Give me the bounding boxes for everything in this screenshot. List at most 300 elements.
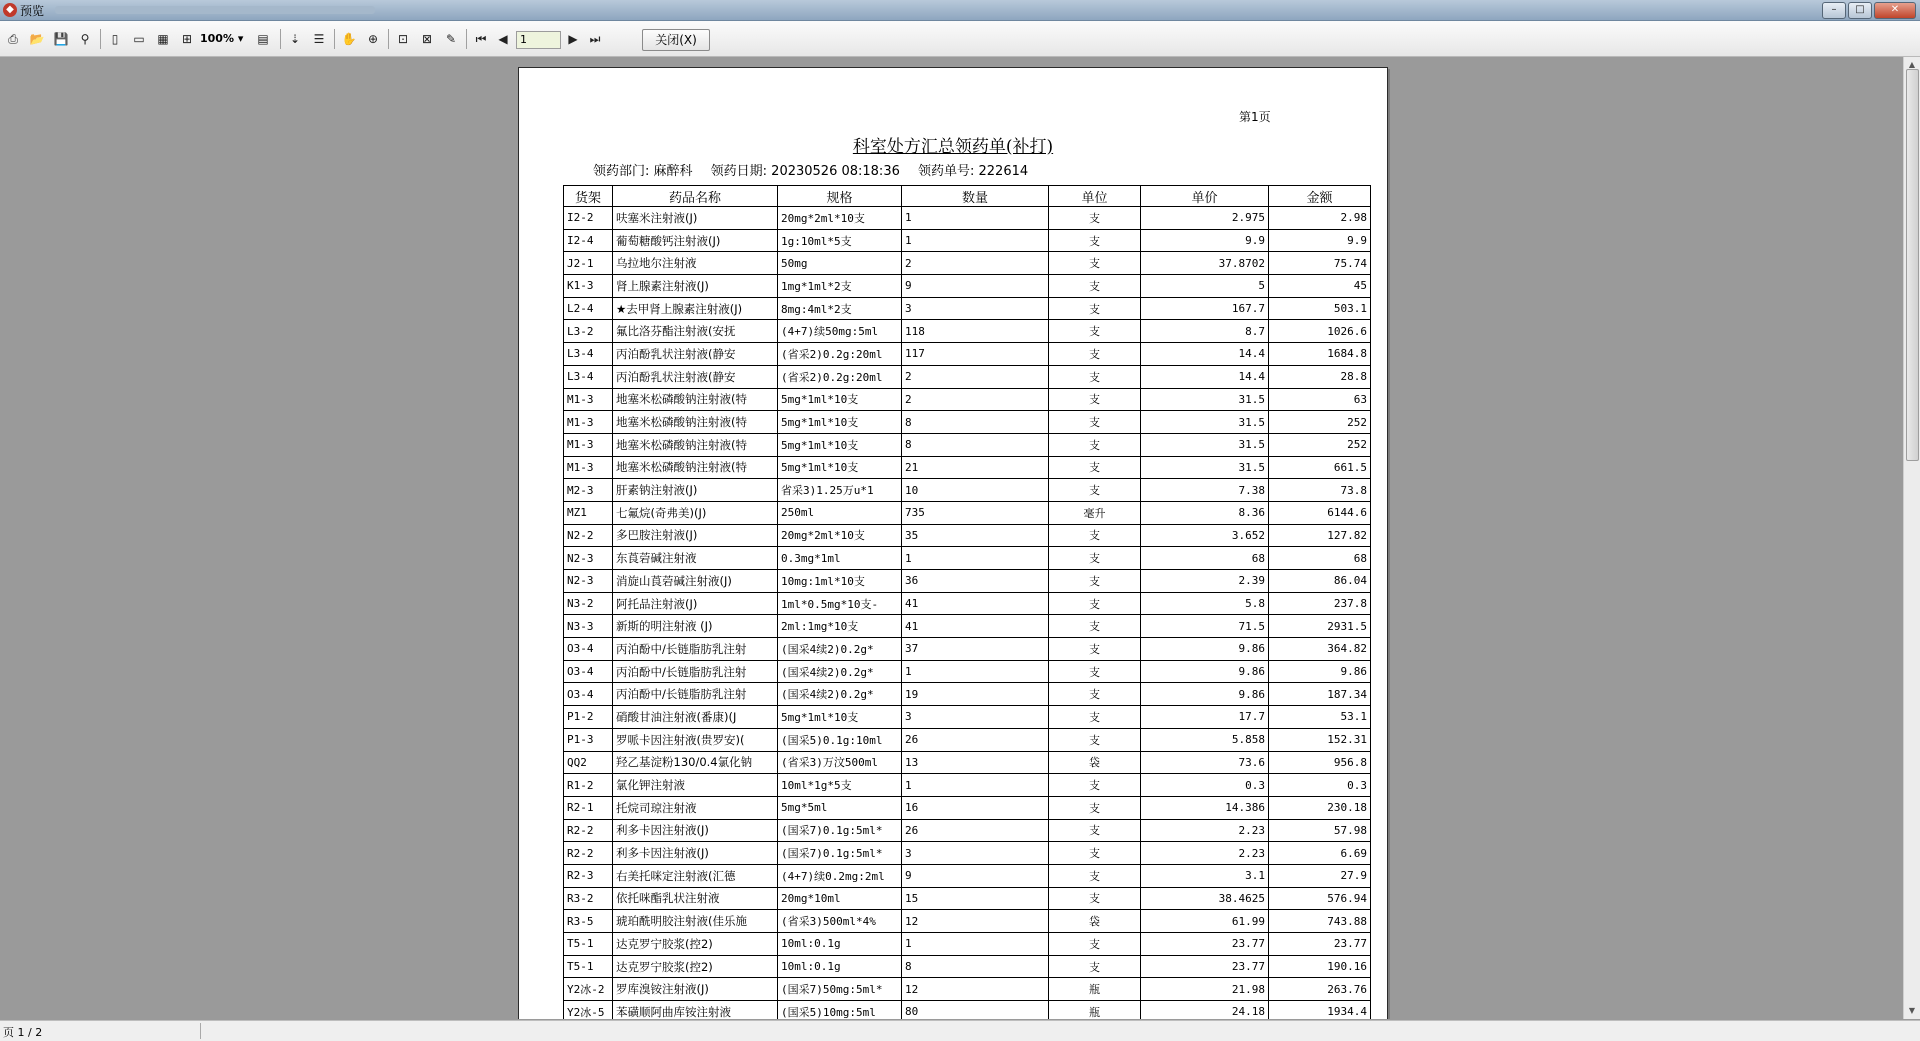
table-row xyxy=(564,842,1371,865)
shelf-cell: Y2冰-2 xyxy=(564,978,613,1001)
unit-price-cell: 14.4 xyxy=(1141,343,1269,366)
drug-name-cell: 肝素钠注射液(J) xyxy=(613,479,778,502)
spec-cell: 5mg*1ml*10支 xyxy=(778,456,902,479)
quantity-cell: 26 xyxy=(902,819,1049,842)
spec-cell: (国采5)0.1g:10ml xyxy=(778,728,902,751)
drug-name-cell: 葡萄糖酸钙注射液(J) xyxy=(613,229,778,252)
spec-cell: 250ml xyxy=(778,501,902,524)
unit-cell: 支 xyxy=(1049,887,1141,910)
amount-cell: 230.18 xyxy=(1269,796,1371,819)
column-header: 数量 xyxy=(902,186,1049,207)
unit-cell: 支 xyxy=(1049,592,1141,615)
unit-price-cell: 68 xyxy=(1141,547,1269,570)
quantity-cell: 2 xyxy=(902,365,1049,388)
table-row xyxy=(564,433,1371,456)
shelf-cell: O3-4 xyxy=(564,683,613,706)
shelf-cell: I2-2 xyxy=(564,207,613,230)
spec-cell: (4+7)续0.2mg:2ml xyxy=(778,864,902,887)
amount-cell: 576.94 xyxy=(1269,887,1371,910)
table-row xyxy=(564,229,1371,252)
spec-cell: 20mg*2ml*10支 xyxy=(778,524,902,547)
drug-name-cell: 阿托品注射液(J) xyxy=(613,592,778,615)
unit-cell: 瓶 xyxy=(1049,1001,1141,1019)
shelf-cell: R2-3 xyxy=(564,864,613,887)
column-header: 药品名称 xyxy=(613,186,778,207)
table-row xyxy=(564,501,1371,524)
unit-cell: 支 xyxy=(1049,706,1141,729)
table-row xyxy=(564,819,1371,842)
drug-name-cell: 地塞米松磷酸钠注射液(特 xyxy=(613,411,778,434)
window-subtitle-blurred xyxy=(55,6,375,14)
page-number-label: 第1页 xyxy=(1239,110,1271,124)
quantity-cell: 19 xyxy=(902,683,1049,706)
table-row xyxy=(564,320,1371,343)
quantity-cell: 41 xyxy=(902,615,1049,638)
shelf-cell: O3-4 xyxy=(564,660,613,683)
unit-cell: 支 xyxy=(1049,411,1141,434)
quantity-cell: 16 xyxy=(902,796,1049,819)
table-row xyxy=(564,479,1371,502)
unit-cell: 支 xyxy=(1049,955,1141,978)
last-page-icon[interactable]: ⏭ xyxy=(589,32,601,46)
unit-cell: 支 xyxy=(1049,570,1141,593)
single-page-icon[interactable]: ▯ xyxy=(111,32,119,46)
unit-cell: 支 xyxy=(1049,456,1141,479)
toolbar-separator xyxy=(100,29,101,49)
spec-cell: (国采7)0.1g:5ml* xyxy=(778,819,902,842)
table-row xyxy=(564,207,1371,230)
amount-cell: 2.98 xyxy=(1269,207,1371,230)
unit-cell: 支 xyxy=(1049,207,1141,230)
amount-cell: 364.82 xyxy=(1269,638,1371,661)
quantity-cell: 1 xyxy=(902,207,1049,230)
drug-name-cell: 丙泊酚中/长链脂肪乳注射 xyxy=(613,660,778,683)
drug-name-cell: 达克罗宁胶浆(控2) xyxy=(613,933,778,956)
shelf-cell: L3-4 xyxy=(564,343,613,366)
spec-cell: (省采2)0.2g:20ml xyxy=(778,343,902,366)
toolbar-separator xyxy=(280,29,281,49)
shelf-cell: R2-2 xyxy=(564,842,613,865)
spec-cell: 2ml:1mg*10支 xyxy=(778,615,902,638)
column-header: 单价 xyxy=(1141,186,1269,207)
unit-price-cell: 9.86 xyxy=(1141,683,1269,706)
unit-price-cell: 7.38 xyxy=(1141,479,1269,502)
amount-cell: 237.8 xyxy=(1269,592,1371,615)
spec-cell: 5mg*1ml*10支 xyxy=(778,433,902,456)
edit-page-icon[interactable]: ✎ xyxy=(445,32,457,46)
find-binoculars-icon[interactable]: ⚲ xyxy=(80,32,90,46)
unit-price-cell: 9.9 xyxy=(1141,229,1269,252)
drug-name-cell: 新斯的明注射液 (J) xyxy=(613,615,778,638)
unit-price-cell: 31.5 xyxy=(1141,433,1269,456)
zoom-combo[interactable]: 100% ▾ xyxy=(200,32,244,45)
window-title: 预览 xyxy=(20,4,45,18)
shelf-cell: T5-1 xyxy=(564,933,613,956)
drug-name-cell: 丙泊酚乳状注射液(静安 xyxy=(613,365,778,388)
unit-price-cell: 14.4 xyxy=(1141,365,1269,388)
spec-cell: 1ml*0.5mg*10支- xyxy=(778,592,902,615)
unit-price-cell: 3.652 xyxy=(1141,524,1269,547)
drug-name-cell: 羟乙基淀粉130/0.4氯化钠 xyxy=(613,751,778,774)
drug-name-cell: 丙泊酚乳状注射液(静安 xyxy=(613,343,778,366)
unit-price-cell: 3.1 xyxy=(1141,864,1269,887)
sort-icon[interactable]: ⇣ xyxy=(289,32,301,46)
amount-cell: 73.8 xyxy=(1269,479,1371,502)
unit-price-cell: 31.5 xyxy=(1141,411,1269,434)
drug-name-cell: 地塞米松磷酸钠注射液(特 xyxy=(613,388,778,411)
table-row xyxy=(564,955,1371,978)
whole-page-icon[interactable]: ▦ xyxy=(157,32,169,46)
unit-cell: 瓶 xyxy=(1049,978,1141,1001)
amount-cell: 27.9 xyxy=(1269,864,1371,887)
unit-cell: 支 xyxy=(1049,547,1141,570)
quantity-cell: 12 xyxy=(902,910,1049,933)
unit-cell: 支 xyxy=(1049,819,1141,842)
status-divider xyxy=(200,1023,201,1039)
scrollbar-thumb[interactable] xyxy=(1906,69,1919,461)
amount-cell: 190.16 xyxy=(1269,955,1371,978)
unit-cell: 支 xyxy=(1049,252,1141,275)
amount-cell: 1026.6 xyxy=(1269,320,1371,343)
drug-name-cell: 右美托咪定注射液(汇德 xyxy=(613,864,778,887)
unit-cell: 支 xyxy=(1049,728,1141,751)
shelf-cell: R2-1 xyxy=(564,796,613,819)
shelf-cell: O3-4 xyxy=(564,638,613,661)
spec-cell: 10ml*1g*5支 xyxy=(778,774,902,797)
spec-cell: (国采5)10mg:5ml xyxy=(778,1001,902,1019)
unit-cell: 支 xyxy=(1049,842,1141,865)
unit-price-cell: 61.99 xyxy=(1141,910,1269,933)
shelf-cell: MZ1 xyxy=(564,501,613,524)
add-page-icon[interactable]: ⊡ xyxy=(397,32,409,46)
table-row xyxy=(564,297,1371,320)
unit-price-cell: 31.5 xyxy=(1141,456,1269,479)
spec-cell: (4+7)续50mg:5ml xyxy=(778,320,902,343)
zoom-in-icon[interactable]: ⊕ xyxy=(367,32,379,46)
drug-name-cell: ★去甲肾上腺素注射液(J) xyxy=(613,297,778,320)
unit-price-cell: 9.86 xyxy=(1141,660,1269,683)
quantity-cell: 1 xyxy=(902,547,1049,570)
window-titlebar xyxy=(0,0,1920,21)
unit-price-cell: 9.86 xyxy=(1141,638,1269,661)
prev-page-icon[interactable]: ◀ xyxy=(498,32,508,46)
quantity-cell: 2 xyxy=(902,252,1049,275)
unit-cell: 支 xyxy=(1049,683,1141,706)
unit-price-cell: 2.975 xyxy=(1141,207,1269,230)
next-page-icon[interactable]: ▶ xyxy=(568,32,578,46)
outline-icon[interactable]: ☰ xyxy=(313,32,325,46)
table-row xyxy=(564,592,1371,615)
table-header-row xyxy=(564,186,1371,207)
spec-cell: 10ml:0.1g xyxy=(778,955,902,978)
table-row xyxy=(564,456,1371,479)
amount-cell: 252 xyxy=(1269,411,1371,434)
save-icon[interactable]: 💾 xyxy=(53,32,69,46)
delete-page-icon[interactable]: ⊠ xyxy=(421,32,433,46)
spec-cell: (国采7)0.1g:5ml* xyxy=(778,842,902,865)
open-folder-icon[interactable]: 📂 xyxy=(29,32,45,46)
drug-name-cell: 地塞米松磷酸钠注射液(特 xyxy=(613,456,778,479)
shelf-cell: N2-3 xyxy=(564,547,613,570)
amount-cell: 0.3 xyxy=(1269,774,1371,797)
table-row xyxy=(564,524,1371,547)
shelf-cell: N2-3 xyxy=(564,570,613,593)
table-row xyxy=(564,683,1371,706)
unit-cell: 支 xyxy=(1049,638,1141,661)
amount-cell: 743.88 xyxy=(1269,910,1371,933)
amount-cell: 45 xyxy=(1269,275,1371,298)
unit-cell: 毫升 xyxy=(1049,501,1141,524)
quantity-cell: 21 xyxy=(902,456,1049,479)
preview-area[interactable] xyxy=(0,57,1904,1019)
page-width-icon[interactable]: ▭ xyxy=(133,32,145,46)
shelf-cell: M1-3 xyxy=(564,411,613,434)
table-row xyxy=(564,547,1371,570)
unit-price-cell: 73.6 xyxy=(1141,751,1269,774)
spec-cell: 1mg*1ml*2支 xyxy=(778,275,902,298)
unit-cell: 支 xyxy=(1049,864,1141,887)
shelf-cell: M1-3 xyxy=(564,433,613,456)
unit-price-cell: 0.3 xyxy=(1141,774,1269,797)
quantity-cell: 8 xyxy=(902,955,1049,978)
unit-price-cell: 14.386 xyxy=(1141,796,1269,819)
spec-cell: 5mg*1ml*10支 xyxy=(778,411,902,434)
table-row xyxy=(564,638,1371,661)
toolbar-separator xyxy=(388,29,389,49)
unit-price-cell: 31.5 xyxy=(1141,388,1269,411)
unit-price-cell: 2.39 xyxy=(1141,570,1269,593)
unit-price-cell: 5 xyxy=(1141,275,1269,298)
amount-cell: 127.82 xyxy=(1269,524,1371,547)
unit-price-cell: 37.8702 xyxy=(1141,252,1269,275)
shelf-cell: R3-2 xyxy=(564,887,613,910)
spec-cell: 0.3mg*1ml xyxy=(778,547,902,570)
unit-price-cell: 71.5 xyxy=(1141,615,1269,638)
amount-cell: 252 xyxy=(1269,433,1371,456)
amount-cell: 9.86 xyxy=(1269,660,1371,683)
drug-name-cell: 琥珀酰明胶注射液(佳乐施 xyxy=(613,910,778,933)
spec-cell: 1g:10ml*5支 xyxy=(778,229,902,252)
quantity-cell: 117 xyxy=(902,343,1049,366)
amount-cell: 53.1 xyxy=(1269,706,1371,729)
quantity-cell: 1 xyxy=(902,660,1049,683)
shelf-cell: N2-2 xyxy=(564,524,613,547)
spec-cell: (省采3)500ml*4% xyxy=(778,910,902,933)
quantity-cell: 15 xyxy=(902,887,1049,910)
quantity-cell: 118 xyxy=(902,320,1049,343)
quantity-cell: 3 xyxy=(902,706,1049,729)
drug-name-cell: 呋塞米注射液(J) xyxy=(613,207,778,230)
shelf-cell: P1-3 xyxy=(564,728,613,751)
unit-cell: 支 xyxy=(1049,796,1141,819)
shelf-cell: N3-2 xyxy=(564,592,613,615)
shelf-cell: Y2冰-5 xyxy=(564,1001,613,1019)
spec-cell: (省采3)万汶500ml xyxy=(778,751,902,774)
drug-name-cell: 达克罗宁胶浆(控2) xyxy=(613,955,778,978)
table-row xyxy=(564,1001,1371,1019)
quantity-cell: 37 xyxy=(902,638,1049,661)
spec-cell: 20mg*10ml xyxy=(778,887,902,910)
unit-cell: 支 xyxy=(1049,660,1141,683)
quantity-cell: 13 xyxy=(902,751,1049,774)
unit-cell: 支 xyxy=(1049,774,1141,797)
amount-cell: 152.31 xyxy=(1269,728,1371,751)
amount-cell: 1934.4 xyxy=(1269,1001,1371,1019)
quantity-cell: 3 xyxy=(902,297,1049,320)
unit-price-cell: 2.23 xyxy=(1141,842,1269,865)
column-header: 单位 xyxy=(1049,186,1141,207)
close-window-button[interactable]: ✕ xyxy=(1874,2,1916,19)
drug-name-cell: 托烷司琼注射液 xyxy=(613,796,778,819)
unit-cell: 支 xyxy=(1049,433,1141,456)
table-row xyxy=(564,615,1371,638)
shelf-cell: L2-4 xyxy=(564,297,613,320)
spec-cell: 5mg*1ml*10支 xyxy=(778,706,902,729)
shelf-cell: T5-1 xyxy=(564,955,613,978)
drug-name-cell: 丙泊酚中/长链脂肪乳注射 xyxy=(613,638,778,661)
shelf-cell: P1-2 xyxy=(564,706,613,729)
table-body xyxy=(564,207,1371,1020)
unit-cell: 袋 xyxy=(1049,751,1141,774)
shelf-cell: J2-1 xyxy=(564,252,613,275)
unit-cell: 支 xyxy=(1049,365,1141,388)
quantity-cell: 9 xyxy=(902,275,1049,298)
column-header: 金额 xyxy=(1269,186,1371,207)
page-number-input[interactable]: 1 xyxy=(516,31,561,49)
unit-cell: 支 xyxy=(1049,479,1141,502)
amount-cell: 9.9 xyxy=(1269,229,1371,252)
shelf-cell: R3-5 xyxy=(564,910,613,933)
table-row xyxy=(564,706,1371,729)
spec-cell: (国采4续2)0.2g* xyxy=(778,638,902,661)
page-count-status: 页 1 / 2 xyxy=(3,1026,43,1039)
scroll-up-icon[interactable]: ▲ xyxy=(1908,60,1916,69)
spec-cell: 20mg*2ml*10支 xyxy=(778,207,902,230)
unit-cell: 支 xyxy=(1049,297,1141,320)
drug-name-cell: 丙泊酚中/长链脂肪乳注射 xyxy=(613,683,778,706)
unit-price-cell: 5.858 xyxy=(1141,728,1269,751)
unit-price-cell: 8.7 xyxy=(1141,320,1269,343)
quantity-cell: 35 xyxy=(902,524,1049,547)
amount-cell: 68 xyxy=(1269,547,1371,570)
amount-cell: 263.76 xyxy=(1269,978,1371,1001)
drug-name-cell: 氟比洛芬酯注射液(安抚 xyxy=(613,320,778,343)
quantity-cell: 2 xyxy=(902,388,1049,411)
amount-cell: 28.8 xyxy=(1269,365,1371,388)
spec-cell: (省采2)0.2g:20ml xyxy=(778,365,902,388)
amount-cell: 956.8 xyxy=(1269,751,1371,774)
amount-cell: 57.98 xyxy=(1269,819,1371,842)
report-title: 科室处方汇总领药单(补打) xyxy=(852,137,1054,157)
drug-name-cell: 硝酸甘油注射液(番康)(J xyxy=(613,706,778,729)
quantity-cell: 3 xyxy=(902,842,1049,865)
amount-cell: 187.34 xyxy=(1269,683,1371,706)
amount-cell: 86.04 xyxy=(1269,570,1371,593)
drug-name-cell: 七氟烷(奇弗美)(J) xyxy=(613,501,778,524)
shelf-cell: M1-3 xyxy=(564,456,613,479)
table-row xyxy=(564,275,1371,298)
quantity-cell: 10 xyxy=(902,479,1049,502)
table-row xyxy=(564,910,1371,933)
spec-cell: (国采7)50mg:5ml* xyxy=(778,978,902,1001)
vertical-scrollbar[interactable] xyxy=(1903,57,1920,1019)
shelf-cell: K1-3 xyxy=(564,275,613,298)
unit-cell: 支 xyxy=(1049,343,1141,366)
shelf-cell: L3-4 xyxy=(564,365,613,388)
minimize-button[interactable]: – xyxy=(1822,2,1846,19)
table-row xyxy=(564,933,1371,956)
drug-name-cell: 罗哌卡因注射液(贵罗安)( xyxy=(613,728,778,751)
spec-cell: 10mg:1ml*10支 xyxy=(778,570,902,593)
spec-cell: 8mg:4ml*2支 xyxy=(778,297,902,320)
page-setup-icon[interactable]: ▤ xyxy=(257,32,269,46)
prescription-table xyxy=(563,185,1371,1019)
table-row xyxy=(564,864,1371,887)
spec-cell: 5mg*5ml xyxy=(778,796,902,819)
quantity-cell: 80 xyxy=(902,1001,1049,1019)
unit-cell: 支 xyxy=(1049,933,1141,956)
shelf-cell: R2-2 xyxy=(564,819,613,842)
first-page-icon[interactable]: ⏮ xyxy=(475,32,487,46)
table-row xyxy=(564,751,1371,774)
unit-price-cell: 5.8 xyxy=(1141,592,1269,615)
unit-price-cell: 2.23 xyxy=(1141,819,1269,842)
drug-name-cell: 乌拉地尔注射液 xyxy=(613,252,778,275)
column-header: 规格 xyxy=(778,186,902,207)
unit-price-cell: 23.77 xyxy=(1141,933,1269,956)
spec-cell: 5mg*1ml*10支 xyxy=(778,388,902,411)
unit-cell: 支 xyxy=(1049,388,1141,411)
quantity-cell: 41 xyxy=(902,592,1049,615)
unit-cell: 支 xyxy=(1049,615,1141,638)
order-number-label: 领药单号: 222614 xyxy=(918,164,1029,179)
drug-name-cell: 利多卡因注射液(J) xyxy=(613,842,778,865)
drug-name-cell: 依托咪酯乳状注射液 xyxy=(613,887,778,910)
quantity-cell: 1 xyxy=(902,933,1049,956)
unit-cell: 支 xyxy=(1049,320,1141,343)
spec-cell: 50mg xyxy=(778,252,902,275)
table-row xyxy=(564,796,1371,819)
drug-name-cell: 多巴胺注射液(J) xyxy=(613,524,778,547)
status-bar xyxy=(0,1020,1920,1041)
unit-price-cell: 17.7 xyxy=(1141,706,1269,729)
amount-cell: 6144.6 xyxy=(1269,501,1371,524)
unit-cell: 支 xyxy=(1049,275,1141,298)
multi-page-icon[interactable]: ⊞ xyxy=(181,32,193,46)
table-row xyxy=(564,343,1371,366)
report-header-info xyxy=(593,160,1042,179)
shelf-cell: I2-4 xyxy=(564,229,613,252)
hand-tool-icon[interactable]: ✋ xyxy=(341,32,357,46)
date-label: 领药日期: 20230526 08:18:36 xyxy=(710,164,900,179)
shelf-cell: M2-3 xyxy=(564,479,613,502)
amount-cell: 661.5 xyxy=(1269,456,1371,479)
table-row xyxy=(564,774,1371,797)
toolbar-separator xyxy=(334,29,335,49)
shelf-cell: N3-3 xyxy=(564,615,613,638)
table-row xyxy=(564,252,1371,275)
unit-price-cell: 21.98 xyxy=(1141,978,1269,1001)
drug-name-cell: 消旋山莨菪碱注射液(J) xyxy=(613,570,778,593)
maximize-button[interactable]: □ xyxy=(1848,2,1872,19)
quantity-cell: 735 xyxy=(902,501,1049,524)
print-icon[interactable]: ⎙ xyxy=(8,32,18,46)
scroll-down-icon[interactable]: ▼ xyxy=(1908,1006,1916,1015)
quantity-cell: 36 xyxy=(902,570,1049,593)
shelf-cell: L3-2 xyxy=(564,320,613,343)
unit-price-cell: 167.7 xyxy=(1141,297,1269,320)
close-preview-button[interactable]: 关闭(X) xyxy=(642,29,710,51)
